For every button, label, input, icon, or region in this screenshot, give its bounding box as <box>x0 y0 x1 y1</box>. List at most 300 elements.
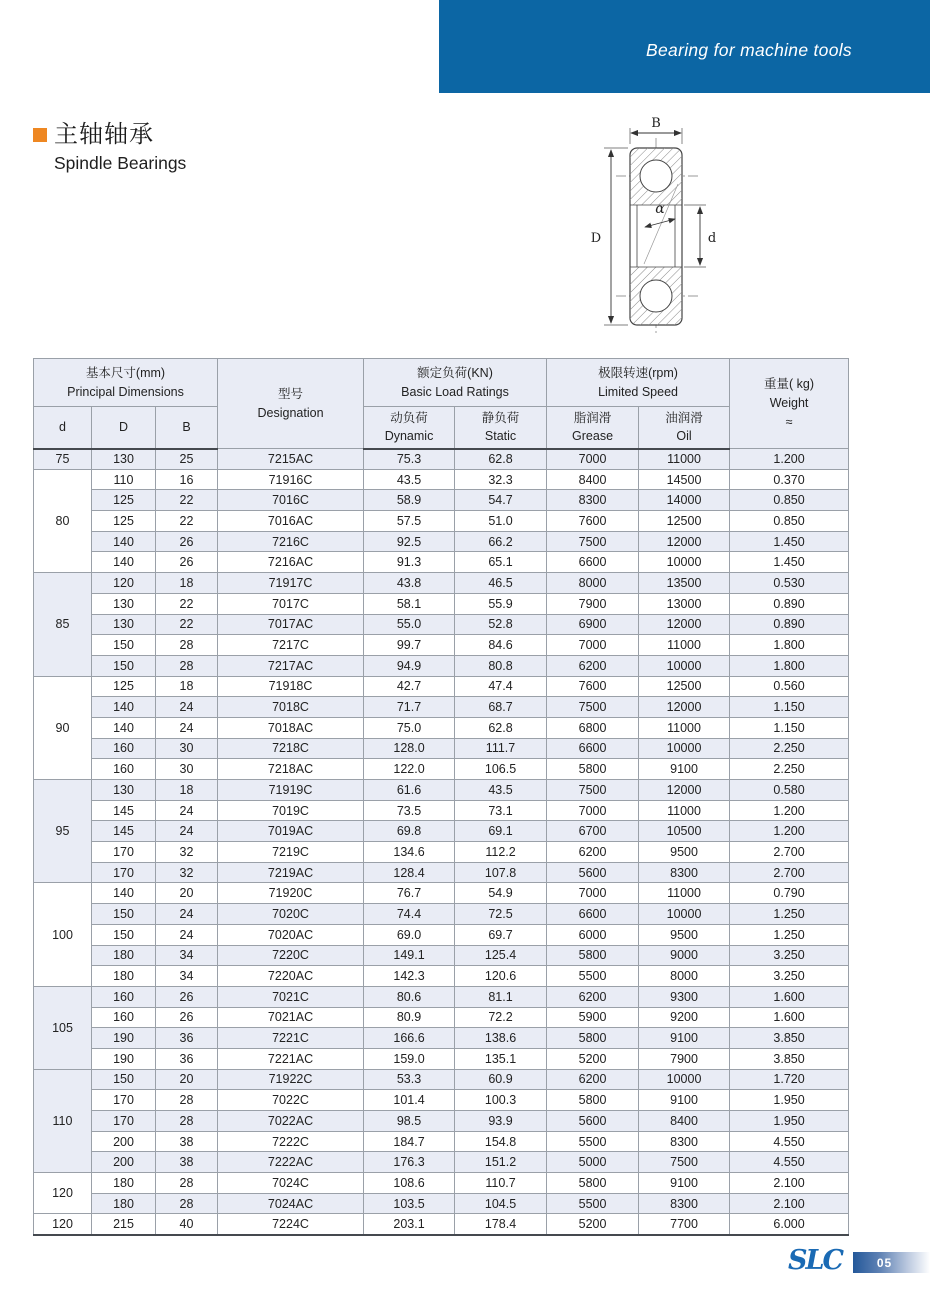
cell-designation: 7017C <box>218 593 364 614</box>
cell-B: 28 <box>156 1173 218 1194</box>
cell-weight: 0.560 <box>730 676 849 697</box>
table-row <box>34 1152 849 1173</box>
table-row <box>34 1111 849 1132</box>
cell-B: 40 <box>156 1214 218 1235</box>
cell-designation: 7221AC <box>218 1048 364 1069</box>
cell-dynamic: 108.6 <box>364 1173 455 1194</box>
cell-designation: 7219C <box>218 842 364 863</box>
cell-static: 68.7 <box>455 697 547 718</box>
cell-d: 120 <box>34 1214 92 1235</box>
cell-static: 72.5 <box>455 904 547 925</box>
cell-static: 65.1 <box>455 552 547 573</box>
cell-designation: 7218AC <box>218 759 364 780</box>
cell-designation: 7024C <box>218 1173 364 1194</box>
cell-designation: 7017AC <box>218 614 364 635</box>
table-row <box>34 469 849 490</box>
table-row <box>34 945 849 966</box>
cell-grease: 7000 <box>547 635 639 656</box>
cell-designation: 71917C <box>218 573 364 594</box>
cell-oil: 8300 <box>639 862 730 883</box>
cell-B: 28 <box>156 635 218 656</box>
cell-B: 18 <box>156 573 218 594</box>
cell-B: 26 <box>156 552 218 573</box>
cell-designation: 7222C <box>218 1131 364 1152</box>
table-row <box>34 759 849 780</box>
cell-oil: 12000 <box>639 697 730 718</box>
cell-weight: 1.150 <box>730 717 849 738</box>
cell-oil: 12500 <box>639 676 730 697</box>
cell-static: 54.9 <box>455 883 547 904</box>
cell-dynamic: 142.3 <box>364 966 455 987</box>
cell-weight: 0.580 <box>730 780 849 801</box>
dim-label-D: D <box>590 231 602 246</box>
header-col-static: 静负荷 Static <box>455 407 547 449</box>
cell-weight: 1.800 <box>730 635 849 656</box>
cell-B: 24 <box>156 697 218 718</box>
cell-weight: 0.890 <box>730 593 849 614</box>
cell-B: 25 <box>156 449 218 470</box>
cell-static: 47.4 <box>455 676 547 697</box>
cell-D: 215 <box>92 1214 156 1235</box>
cell-D: 125 <box>92 490 156 511</box>
cell-oil: 11000 <box>639 883 730 904</box>
cell-static: 69.7 <box>455 924 547 945</box>
table-row <box>34 1007 849 1028</box>
cell-dynamic: 103.5 <box>364 1193 455 1214</box>
cell-grease: 5800 <box>547 759 639 780</box>
cell-weight: 0.370 <box>730 469 849 490</box>
cell-dynamic: 76.7 <box>364 883 455 904</box>
cell-static: 80.8 <box>455 655 547 676</box>
cell-static: 120.6 <box>455 966 547 987</box>
cell-static: 81.1 <box>455 986 547 1007</box>
cell-designation: 7216AC <box>218 552 364 573</box>
bearing-diagram <box>588 114 738 344</box>
cell-weight: 2.100 <box>730 1173 849 1194</box>
header-col-grease: 脂润滑 Grease <box>547 407 639 449</box>
cell-D: 160 <box>92 738 156 759</box>
cell-dynamic: 80.9 <box>364 1007 455 1028</box>
cell-designation: 7018AC <box>218 717 364 738</box>
cell-static: 60.9 <box>455 1069 547 1090</box>
cell-dynamic: 69.8 <box>364 821 455 842</box>
cell-grease: 6200 <box>547 655 639 676</box>
cell-D: 150 <box>92 1069 156 1090</box>
cell-weight: 4.550 <box>730 1131 849 1152</box>
cell-static: 178.4 <box>455 1214 547 1235</box>
cell-oil: 8300 <box>639 1131 730 1152</box>
table-row <box>34 780 849 801</box>
cell-weight: 0.850 <box>730 511 849 532</box>
cell-oil: 14500 <box>639 469 730 490</box>
cell-weight: 1.600 <box>730 1007 849 1028</box>
cell-dynamic: 42.7 <box>364 676 455 697</box>
cell-D: 145 <box>92 800 156 821</box>
cell-D: 140 <box>92 552 156 573</box>
cell-D: 125 <box>92 676 156 697</box>
cell-B: 26 <box>156 1007 218 1028</box>
table-row <box>34 738 849 759</box>
cell-static: 62.8 <box>455 449 547 470</box>
table-row <box>34 1069 849 1090</box>
cell-grease: 5200 <box>547 1214 639 1235</box>
cell-dynamic: 43.5 <box>364 469 455 490</box>
cell-static: 135.1 <box>455 1048 547 1069</box>
header-banner <box>439 0 930 93</box>
page-number-badge <box>853 1252 930 1273</box>
cell-dynamic: 92.5 <box>364 531 455 552</box>
cell-B: 22 <box>156 614 218 635</box>
header-col-D: D <box>92 407 156 449</box>
cell-grease: 7500 <box>547 697 639 718</box>
cell-D: 125 <box>92 511 156 532</box>
cell-dynamic: 73.5 <box>364 800 455 821</box>
cell-oil: 14000 <box>639 490 730 511</box>
cell-D: 190 <box>92 1048 156 1069</box>
cell-B: 28 <box>156 1090 218 1111</box>
cell-weight: 1.250 <box>730 924 849 945</box>
table-row <box>34 1028 849 1049</box>
cell-oil: 13000 <box>639 593 730 614</box>
cell-B: 36 <box>156 1028 218 1049</box>
cell-designation: 7218C <box>218 738 364 759</box>
cell-oil: 12000 <box>639 780 730 801</box>
cell-oil: 11000 <box>639 800 730 821</box>
cell-grease: 5800 <box>547 945 639 966</box>
cell-grease: 6600 <box>547 738 639 759</box>
header-col-oil: 油润滑 Oil <box>639 407 730 449</box>
table-row <box>34 676 849 697</box>
table-row <box>34 449 849 470</box>
cell-D: 170 <box>92 842 156 863</box>
cell-grease: 5800 <box>547 1090 639 1111</box>
header-weight: 重量( kg) Weight ≈ <box>730 359 849 449</box>
cell-designation: 7220AC <box>218 966 364 987</box>
cell-static: 154.8 <box>455 1131 547 1152</box>
cell-static: 72.2 <box>455 1007 547 1028</box>
cell-oil: 12000 <box>639 614 730 635</box>
cell-oil: 7900 <box>639 1048 730 1069</box>
cell-grease: 6700 <box>547 821 639 842</box>
cell-D: 140 <box>92 883 156 904</box>
cell-B: 24 <box>156 800 218 821</box>
cell-D: 130 <box>92 780 156 801</box>
page-title-zh: 主轴轴承 <box>54 121 154 148</box>
cell-oil: 9100 <box>639 1090 730 1111</box>
table-row <box>34 635 849 656</box>
cell-D: 180 <box>92 1173 156 1194</box>
table-row <box>34 1173 849 1194</box>
cell-dynamic: 149.1 <box>364 945 455 966</box>
cell-designation: 7220C <box>218 945 364 966</box>
cell-dynamic: 184.7 <box>364 1131 455 1152</box>
cell-D: 110 <box>92 469 156 490</box>
cell-weight: 6.000 <box>730 1214 849 1235</box>
cell-static: 107.8 <box>455 862 547 883</box>
table-row <box>34 655 849 676</box>
cell-grease: 7000 <box>547 883 639 904</box>
cell-B: 26 <box>156 531 218 552</box>
table-row <box>34 821 849 842</box>
cell-B: 30 <box>156 759 218 780</box>
cell-designation: 7222AC <box>218 1152 364 1173</box>
cell-weight: 2.100 <box>730 1193 849 1214</box>
cell-D: 150 <box>92 655 156 676</box>
cell-weight: 1.450 <box>730 531 849 552</box>
cell-dynamic: 80.6 <box>364 986 455 1007</box>
cell-grease: 6800 <box>547 717 639 738</box>
table-row <box>34 717 849 738</box>
cell-oil: 10000 <box>639 1069 730 1090</box>
cell-D: 200 <box>92 1152 156 1173</box>
cell-dynamic: 53.3 <box>364 1069 455 1090</box>
cell-oil: 8300 <box>639 1193 730 1214</box>
cell-oil: 8000 <box>639 966 730 987</box>
cell-dynamic: 159.0 <box>364 1048 455 1069</box>
cell-static: 100.3 <box>455 1090 547 1111</box>
cell-D: 130 <box>92 449 156 470</box>
cell-oil: 10000 <box>639 552 730 573</box>
cell-grease: 7500 <box>547 531 639 552</box>
cell-B: 28 <box>156 655 218 676</box>
table-row <box>34 924 849 945</box>
cell-designation: 71919C <box>218 780 364 801</box>
page-title-en: Spindle Bearings <box>54 153 187 173</box>
table-row <box>34 531 849 552</box>
cell-D: 160 <box>92 1007 156 1028</box>
cell-oil: 9100 <box>639 759 730 780</box>
cell-B: 18 <box>156 676 218 697</box>
cell-B: 28 <box>156 1193 218 1214</box>
table-row <box>34 1048 849 1069</box>
cell-designation: 7022AC <box>218 1111 364 1132</box>
cell-D: 130 <box>92 593 156 614</box>
cell-dynamic: 94.9 <box>364 655 455 676</box>
cell-grease: 5800 <box>547 1028 639 1049</box>
cell-d: 105 <box>34 986 92 1069</box>
table-row <box>34 490 849 511</box>
cell-D: 190 <box>92 1028 156 1049</box>
table-row <box>34 573 849 594</box>
cell-dynamic: 134.6 <box>364 842 455 863</box>
table-row <box>34 862 849 883</box>
cell-weight: 0.890 <box>730 614 849 635</box>
cell-D: 170 <box>92 862 156 883</box>
cell-dynamic: 74.4 <box>364 904 455 925</box>
cell-weight: 1.950 <box>730 1111 849 1132</box>
cell-oil: 10500 <box>639 821 730 842</box>
cell-D: 170 <box>92 1090 156 1111</box>
cell-grease: 5500 <box>547 1193 639 1214</box>
cell-D: 170 <box>92 1111 156 1132</box>
cell-dynamic: 98.5 <box>364 1111 455 1132</box>
cell-grease: 7900 <box>547 593 639 614</box>
cell-designation: 7219AC <box>218 862 364 883</box>
table-row <box>34 842 849 863</box>
cell-B: 32 <box>156 862 218 883</box>
cell-grease: 5500 <box>547 966 639 987</box>
table-row <box>34 800 849 821</box>
cell-static: 52.8 <box>455 614 547 635</box>
cell-D: 145 <box>92 821 156 842</box>
cell-designation: 7021AC <box>218 1007 364 1028</box>
cell-oil: 10000 <box>639 904 730 925</box>
cell-oil: 13500 <box>639 573 730 594</box>
cell-grease: 5000 <box>547 1152 639 1173</box>
cell-oil: 12000 <box>639 531 730 552</box>
cell-D: 150 <box>92 635 156 656</box>
cell-oil: 9500 <box>639 924 730 945</box>
cell-oil: 10000 <box>639 738 730 759</box>
cell-B: 34 <box>156 945 218 966</box>
cell-grease: 5900 <box>547 1007 639 1028</box>
cell-oil: 11000 <box>639 449 730 470</box>
cell-B: 20 <box>156 1069 218 1090</box>
cell-grease: 7600 <box>547 676 639 697</box>
cell-d: 110 <box>34 1069 92 1172</box>
cell-weight: 2.700 <box>730 862 849 883</box>
cell-designation: 7016C <box>218 490 364 511</box>
cell-dynamic: 43.8 <box>364 573 455 594</box>
cell-oil: 9000 <box>639 945 730 966</box>
cell-D: 140 <box>92 717 156 738</box>
cell-D: 160 <box>92 759 156 780</box>
cell-static: 111.7 <box>455 738 547 759</box>
cell-weight: 3.250 <box>730 945 849 966</box>
cell-static: 93.9 <box>455 1111 547 1132</box>
cell-weight: 2.250 <box>730 738 849 759</box>
brand-logo: SLC <box>788 1245 842 1276</box>
cell-oil: 9100 <box>639 1173 730 1194</box>
cell-dynamic: 101.4 <box>364 1090 455 1111</box>
cell-D: 140 <box>92 531 156 552</box>
header-principal-dimensions: 基本尺寸(mm) Principal Dimensions <box>34 359 218 407</box>
cell-static: 73.1 <box>455 800 547 821</box>
cell-D: 160 <box>92 986 156 1007</box>
cell-static: 110.7 <box>455 1173 547 1194</box>
cell-static: 62.8 <box>455 717 547 738</box>
dim-label-d: d <box>707 231 717 246</box>
table-row <box>34 593 849 614</box>
cell-B: 24 <box>156 924 218 945</box>
cell-static: 55.9 <box>455 593 547 614</box>
cell-grease: 8400 <box>547 469 639 490</box>
cell-weight: 3.850 <box>730 1048 849 1069</box>
cell-oil: 7700 <box>639 1214 730 1235</box>
cell-D: 120 <box>92 573 156 594</box>
cell-grease: 6000 <box>547 924 639 945</box>
cell-weight: 0.530 <box>730 573 849 594</box>
bearing-table-body <box>34 449 849 1235</box>
cell-weight: 0.790 <box>730 883 849 904</box>
cell-grease: 7000 <box>547 800 639 821</box>
cell-dynamic: 69.0 <box>364 924 455 945</box>
cell-dynamic: 166.6 <box>364 1028 455 1049</box>
cell-weight: 2.700 <box>730 842 849 863</box>
cell-designation: 7221C <box>218 1028 364 1049</box>
cell-designation: 7024AC <box>218 1193 364 1214</box>
cell-B: 36 <box>156 1048 218 1069</box>
cell-weight: 1.720 <box>730 1069 849 1090</box>
cell-D: 140 <box>92 697 156 718</box>
cell-designation: 7019C <box>218 800 364 821</box>
cell-grease: 6600 <box>547 552 639 573</box>
header-col-d: d <box>34 407 92 449</box>
cell-D: 180 <box>92 966 156 987</box>
cell-oil: 7500 <box>639 1152 730 1173</box>
cell-grease: 8000 <box>547 573 639 594</box>
cell-static: 112.2 <box>455 842 547 863</box>
cell-B: 22 <box>156 593 218 614</box>
cell-grease: 5600 <box>547 1111 639 1132</box>
cell-B: 18 <box>156 780 218 801</box>
cell-dynamic: 128.0 <box>364 738 455 759</box>
cell-weight: 1.950 <box>730 1090 849 1111</box>
dim-label-b: B <box>651 116 661 131</box>
table-row <box>34 1193 849 1214</box>
cell-D: 200 <box>92 1131 156 1152</box>
cell-oil: 8400 <box>639 1111 730 1132</box>
cell-grease: 7600 <box>547 511 639 532</box>
header-limited-speed: 极限转速(rpm) Limited Speed <box>547 359 730 407</box>
cell-dynamic: 61.6 <box>364 780 455 801</box>
table-row <box>34 697 849 718</box>
cell-d: 90 <box>34 676 92 779</box>
cell-designation: 7216C <box>218 531 364 552</box>
cell-dynamic: 57.5 <box>364 511 455 532</box>
cell-grease: 5200 <box>547 1048 639 1069</box>
cell-static: 106.5 <box>455 759 547 780</box>
cell-oil: 11000 <box>639 717 730 738</box>
cell-D: 130 <box>92 614 156 635</box>
cell-grease: 8300 <box>547 490 639 511</box>
cell-dynamic: 99.7 <box>364 635 455 656</box>
cell-d: 100 <box>34 883 92 986</box>
table-row <box>34 1090 849 1111</box>
cell-static: 125.4 <box>455 945 547 966</box>
cell-grease: 6900 <box>547 614 639 635</box>
cell-designation: 7016AC <box>218 511 364 532</box>
cell-B: 16 <box>156 469 218 490</box>
cell-grease: 6200 <box>547 986 639 1007</box>
table-row <box>34 883 849 904</box>
cell-grease: 6200 <box>547 842 639 863</box>
cell-weight: 1.600 <box>730 986 849 1007</box>
cell-B: 38 <box>156 1152 218 1173</box>
cell-grease: 5800 <box>547 1173 639 1194</box>
cell-B: 34 <box>156 966 218 987</box>
header-col-dynamic: 动负荷 Dynamic <box>364 407 455 449</box>
cell-grease: 6200 <box>547 1069 639 1090</box>
cell-B: 20 <box>156 883 218 904</box>
cell-dynamic: 203.1 <box>364 1214 455 1235</box>
table-row <box>34 614 849 635</box>
cell-weight: 1.450 <box>730 552 849 573</box>
table-row <box>34 1131 849 1152</box>
cell-weight: 1.200 <box>730 449 849 470</box>
cell-weight: 1.800 <box>730 655 849 676</box>
cell-dynamic: 55.0 <box>364 614 455 635</box>
cell-weight: 0.850 <box>730 490 849 511</box>
cell-grease: 6600 <box>547 904 639 925</box>
cell-designation: 7224C <box>218 1214 364 1235</box>
cell-d: 120 <box>34 1173 92 1214</box>
cell-static: 151.2 <box>455 1152 547 1173</box>
cell-designation: 7020AC <box>218 924 364 945</box>
dim-label-alpha: α <box>655 201 665 217</box>
table-row <box>34 552 849 573</box>
cell-designation: 71922C <box>218 1069 364 1090</box>
